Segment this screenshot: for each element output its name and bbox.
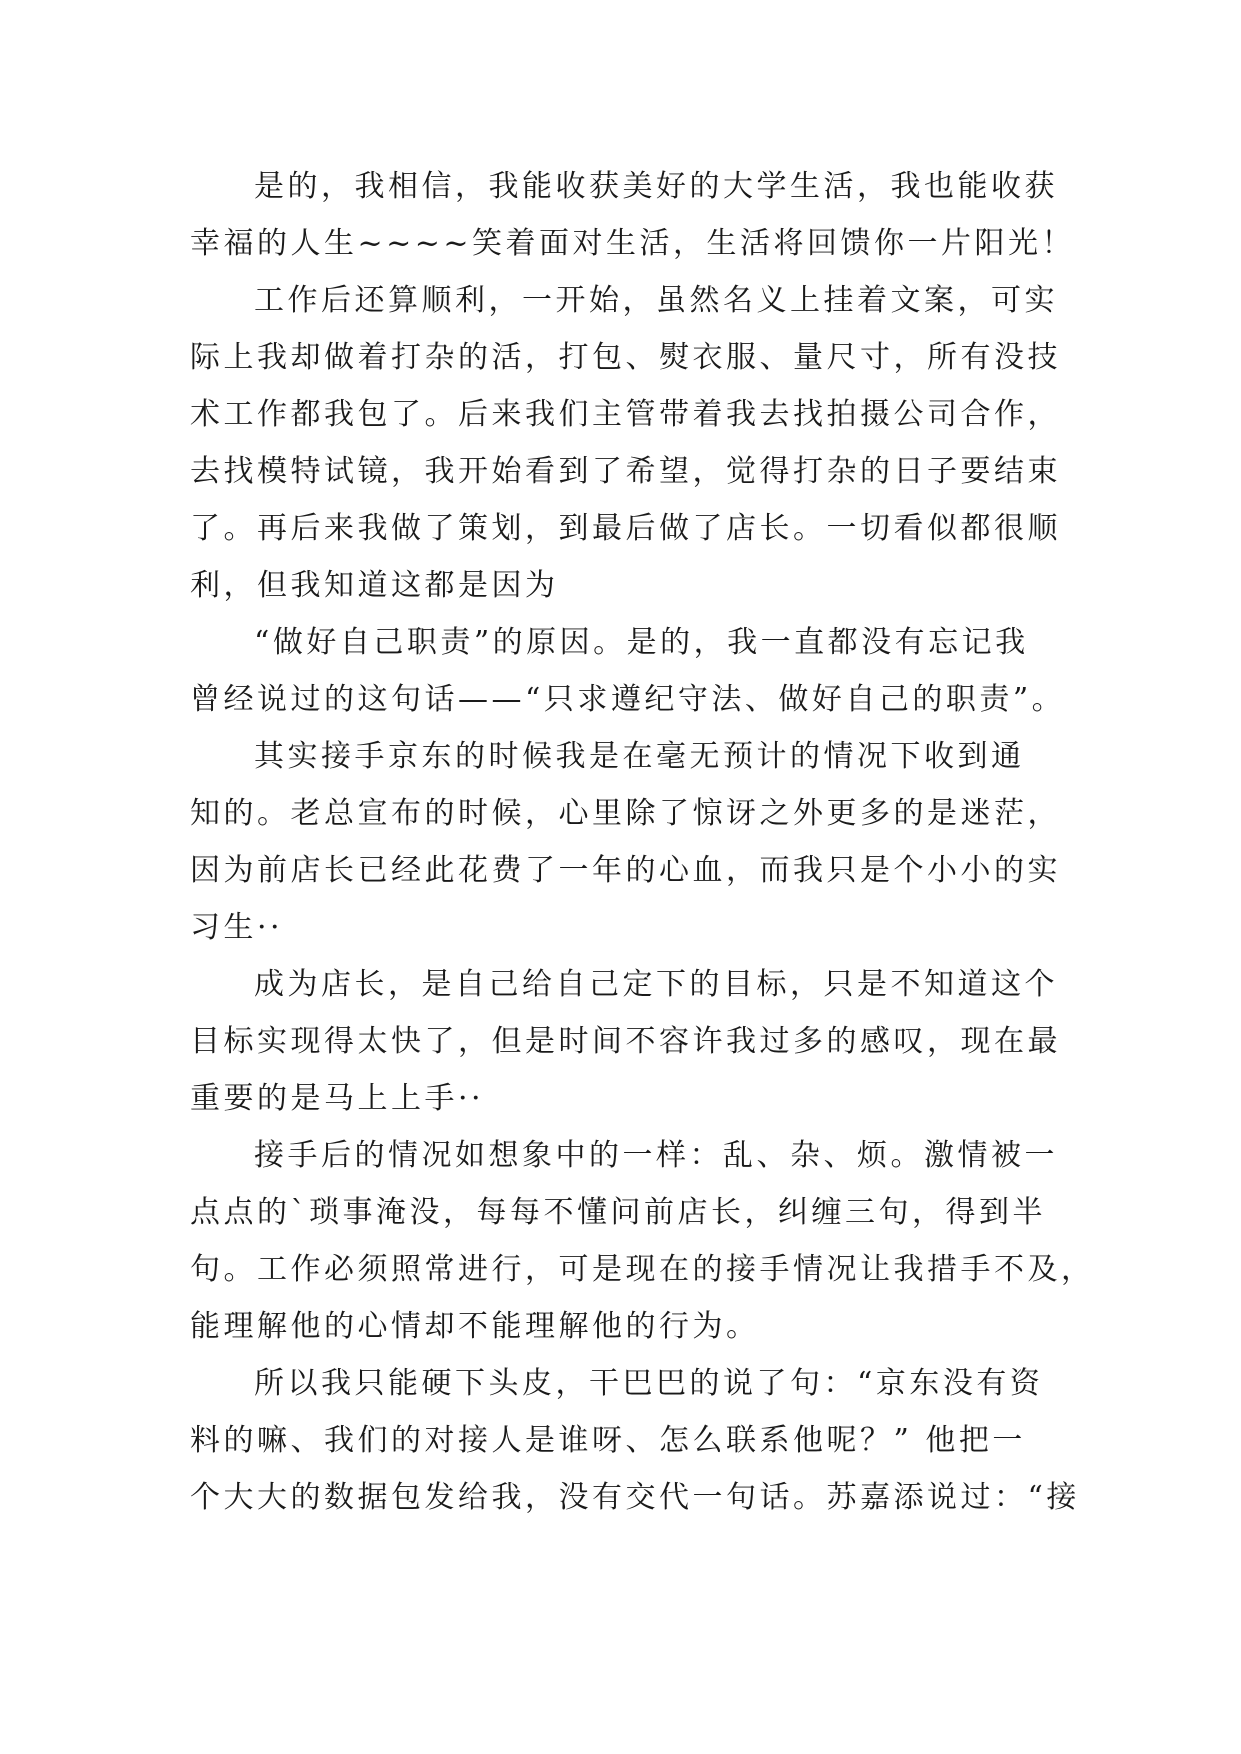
text-line: 幸福的人生~~~~笑着面对生活，生活将回馈你一片阳光！	[190, 226, 1076, 261]
text-line: 目标实现得太快了，但是时间不容许我过多的感叹，现在最	[190, 1024, 1061, 1059]
text-line: 是的，我相信，我能收获美好的大学生活，我也能收获	[254, 169, 1058, 204]
text-line: 习生··	[190, 910, 284, 945]
text-line: 点点的`琐事淹没，每每不懂问前店长，纠缠三句，得到半	[190, 1195, 1046, 1230]
text-line: 去找模特试镜，我开始看到了希望，觉得打杂的日子要结束	[190, 454, 1061, 489]
text-line: 能理解他的心情却不能理解他的行为。	[190, 1309, 760, 1344]
text-line: 重要的是马上上手··	[190, 1081, 485, 1116]
text-line: 际上我却做着打杂的活，打包、熨衣服、量尺寸，所有没技	[190, 340, 1061, 375]
text-line: 知的。老总宣布的时候，心里除了惊讶之外更多的是迷茫，	[190, 796, 1061, 831]
text-line: 料的嘛、我们的对接人是谁呀、怎么联系他呢？” 他把一	[190, 1423, 1026, 1458]
text-line: 因为前店长已经此花费了一年的心血，而我只是个小小的实	[190, 853, 1061, 888]
text-line: 接手后的情况如想象中的一样：乱、杂、烦。激情被一	[254, 1138, 1058, 1173]
text-line: 所以我只能硬下头皮，干巴巴的说了句：“京东没有资	[254, 1366, 1044, 1401]
text-line: 利，但我知道这都是因为	[190, 568, 559, 603]
text-line: 句。工作必须照常进行，可是现在的接手情况让我措手不及，	[190, 1252, 1095, 1287]
text-line: 工作后还算顺利，一开始，虽然名义上挂着文案，可实	[254, 283, 1058, 318]
body-text	[190, 158, 1095, 1526]
text-line: 成为店长，是自己给自己定下的目标，只是不知道这个	[254, 967, 1058, 1002]
text-line: 其实接手京东的时候我是在毫无预计的情况下收到通	[254, 739, 1025, 774]
text-line: 个大大的数据包发给我，没有交代一句话。苏嘉添说过：“接	[190, 1480, 1080, 1515]
text-line: “做好自己职责”的原因。是的，我一直都没有忘记我	[254, 625, 1029, 660]
text-line: 术工作都我包了。后来我们主管带着我去找拍摄公司合作，	[190, 397, 1061, 432]
text-line: 曾经说过的这句话——“只求遵纪守法、做好自己的职责”。	[190, 682, 1066, 717]
text-line: 了。再后来我做了策划，到最后做了店长。一切看似都很顺	[190, 511, 1061, 546]
